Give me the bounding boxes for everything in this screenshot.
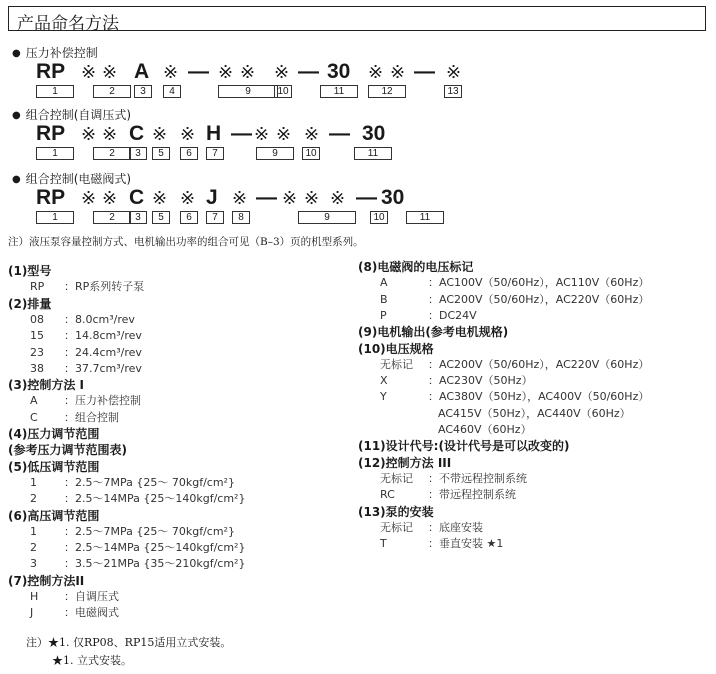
position-number-box: 7	[206, 147, 224, 160]
legend-key: 23	[30, 345, 44, 359]
legend-key: RC	[380, 488, 395, 502]
bullet-icon: ●	[12, 110, 21, 121]
section-label	[12, 106, 131, 123]
code-token: ※	[304, 188, 320, 208]
position-number-box: 12	[368, 85, 406, 98]
legend-value: ：2.5～7MPa {25～ 70kgf/cm²}	[64, 475, 235, 489]
legend-key: 15	[30, 329, 44, 343]
legend-item	[380, 372, 533, 388]
code-token: ※	[368, 62, 384, 82]
code-token: ※	[304, 124, 320, 144]
legend-value: ：8.0cm³/rev	[64, 312, 135, 326]
position-number-box: 3	[134, 85, 152, 98]
code-token: ※	[152, 188, 168, 208]
legend-value: ：垂直安装 ★1	[428, 537, 504, 551]
legend-value: AC460V（60Hz）	[438, 423, 532, 436]
footnote-2: ★1. 立式安装。	[52, 654, 132, 667]
position-number-box: 11	[354, 147, 392, 160]
legend-item	[30, 278, 144, 294]
code-token: ※	[81, 62, 97, 82]
code-token: ※	[254, 124, 270, 144]
legend-key: 2	[30, 492, 37, 506]
legend-item	[380, 307, 477, 323]
legend-item	[380, 470, 527, 486]
bullet-icon: ●	[12, 174, 21, 185]
section-label-text: 压力补偿控制	[25, 46, 98, 60]
position-number-box: 6	[180, 147, 198, 160]
code-token: —	[414, 60, 435, 83]
code-token: ※	[330, 188, 346, 208]
legend-value: ：压力补偿控制	[64, 394, 141, 408]
legend-heading: (6)高压调节范围	[8, 508, 100, 523]
legend-key: Y	[380, 390, 387, 404]
legend-heading: (10)电压规格	[358, 341, 434, 356]
code-token: ※	[390, 62, 406, 82]
position-number-box: 11	[320, 85, 358, 98]
legend-heading: (5)低压调节范围	[8, 459, 100, 474]
legend-item	[30, 604, 119, 620]
code-token: ※	[180, 188, 196, 208]
code-token: ※	[152, 124, 168, 144]
section-label	[12, 170, 131, 187]
legend-item	[30, 409, 119, 425]
title-box	[8, 6, 706, 34]
code-token: ※	[218, 62, 234, 82]
position-number-box: 1	[36, 85, 74, 98]
code-token: —	[356, 186, 377, 209]
code-token: ※	[276, 124, 292, 144]
code-token: 30	[381, 186, 405, 209]
section-label	[12, 44, 98, 61]
legend-value: ：底座安装	[428, 520, 483, 534]
position-number-box: 11	[406, 211, 444, 224]
code-token: J	[206, 186, 218, 209]
legend-value: ：37.7cm³/rev	[64, 361, 142, 375]
legend-item	[30, 523, 235, 539]
code-token: A	[134, 60, 150, 83]
code-token: RP	[36, 122, 66, 145]
legend-value: ：2.5～7MPa {25～ 70kgf/cm²}	[64, 524, 235, 538]
position-number-box: 3	[129, 211, 147, 224]
section-label-text: 组合控制(电磁阀式)	[25, 172, 132, 186]
legend-value: ：2.5～14MPa {25～140kgf/cm²}	[64, 492, 246, 506]
legend-heading: (13)泵的安装	[358, 504, 434, 519]
position-number-box: 7	[206, 211, 224, 224]
legend-value: ：带远程控制系统	[428, 488, 516, 502]
code-token: ※	[81, 124, 97, 144]
legend-value: ：AC380V（50Hz），AC400V（50/60Hz）	[428, 390, 650, 404]
model-code	[36, 60, 496, 84]
legend-item	[380, 356, 649, 372]
legend-key: T	[380, 537, 387, 551]
position-number-box: 6	[180, 211, 198, 224]
code-token: ※	[240, 62, 256, 82]
legend-item	[380, 519, 483, 535]
bullet-icon: ●	[12, 48, 21, 59]
position-number-box: 9	[218, 85, 278, 98]
legend-value: ：AC230V（50Hz）	[428, 374, 533, 388]
legend-key: J	[30, 606, 34, 620]
legend-key: 2	[30, 541, 37, 555]
code-token: —	[256, 186, 277, 209]
legend-value: AC415V（50Hz），AC440V（60Hz）	[438, 406, 631, 420]
legend-item	[380, 486, 516, 502]
legend-key: B	[380, 292, 388, 306]
position-number-box: 4	[163, 85, 181, 98]
code-token: ※	[232, 188, 248, 208]
position-number-box: 10	[370, 211, 388, 224]
code-token: ※	[446, 62, 462, 82]
legend-key: 无标记	[380, 520, 413, 534]
legend-key: X	[380, 374, 388, 388]
legend-heading: (9)电机输出(参考电机规格)	[358, 325, 509, 340]
legend-value: ：RP系列转子泵	[64, 280, 145, 294]
model-code	[36, 122, 496, 146]
legend-heading: (参考压力调节范围表)	[8, 443, 127, 458]
legend-value: ：AC100V（50/60Hz），AC110V（60Hz）	[428, 276, 650, 290]
code-token: 30	[362, 122, 386, 145]
position-number-box: 1	[36, 211, 74, 224]
combination-note: 注）液压泵容量控制方式、电机输出功率的组合可见（B–3）页的机型系列。	[8, 236, 364, 248]
code-token: —	[329, 122, 350, 145]
legend-heading: (3)控制方法 I	[8, 378, 84, 393]
position-number-box: 9	[256, 147, 294, 160]
position-number-box: 1	[36, 147, 74, 160]
position-number-box: 5	[152, 147, 170, 160]
code-token: ※	[102, 188, 118, 208]
code-token: ※	[102, 124, 118, 144]
position-number-box: 9	[298, 211, 356, 224]
code-token: ※	[274, 62, 290, 82]
legend-key: C	[30, 410, 38, 424]
code-token: ※	[180, 124, 196, 144]
code-token: C	[129, 186, 145, 209]
legend-item	[30, 360, 142, 376]
legend-heading: (7)控制方法II	[8, 573, 85, 588]
section-label-text: 组合控制(自调压式)	[25, 108, 132, 122]
legend-value: ：14.8cm³/rev	[64, 329, 142, 343]
legend-item	[30, 327, 142, 343]
legend-item	[30, 344, 142, 360]
legend-heading: (2)排量	[8, 296, 52, 311]
legend-item	[30, 539, 245, 555]
legend-heading: (12)控制方法 III	[358, 455, 452, 470]
code-token: ※	[102, 62, 118, 82]
legend-value: ：不带远程控制系统	[428, 471, 527, 485]
legend-key: A	[30, 394, 38, 408]
legend-value: ：24.4cm³/rev	[64, 345, 142, 359]
legend-item	[30, 474, 235, 490]
position-number-box: 2	[93, 211, 131, 224]
legend-value: ：电磁阀式	[64, 606, 119, 620]
position-number-box: 8	[232, 211, 250, 224]
legend-key: 无标记	[380, 471, 413, 485]
code-token: —	[231, 122, 252, 145]
legend-item	[380, 388, 649, 404]
legend-value: ：3.5～21MPa {35～210kgf/cm²}	[64, 557, 246, 571]
model-code	[36, 186, 496, 210]
legend-heading: (11)设计代号:(设计代号是可以改变的)	[358, 439, 570, 454]
legend-value: ：2.5～14MPa {25～140kgf/cm²}	[64, 541, 246, 555]
legend-value: ：AC200V（50/60Hz），AC220V（60Hz）	[428, 357, 650, 371]
legend-heading: (4)压力调节范围	[8, 427, 100, 441]
position-number-box: 5	[152, 211, 170, 224]
position-number-box: 10	[274, 85, 292, 98]
page-title: 产品命名方法	[17, 14, 119, 34]
code-token: ※	[282, 188, 298, 208]
legend-item	[380, 274, 649, 290]
code-token: C	[129, 122, 145, 145]
legend-item	[30, 311, 135, 327]
position-number-box: 3	[129, 147, 147, 160]
position-number-box: 2	[93, 85, 131, 98]
legend-item	[380, 405, 631, 421]
legend-item	[380, 421, 532, 437]
footnote-1: 注）★1. 仅RP08、RP15适用立式安装。	[26, 636, 232, 649]
code-token: RP	[36, 60, 66, 83]
legend-item	[30, 555, 245, 571]
legend-key: 38	[30, 361, 44, 375]
code-token: ※	[163, 62, 179, 82]
legend-value: ：组合控制	[64, 410, 119, 424]
legend-heading: (1)型号	[8, 264, 52, 278]
position-number-box: 2	[93, 147, 131, 160]
legend-key: H	[30, 590, 39, 603]
code-token: —	[298, 60, 319, 83]
legend-key: RP	[30, 280, 45, 294]
legend-key: A	[380, 276, 388, 290]
legend-item	[380, 291, 649, 307]
legend-key: P	[380, 308, 387, 322]
legend-value: ：自调压式	[64, 590, 119, 603]
code-token: RP	[36, 186, 66, 209]
position-number-box: 13	[444, 85, 462, 98]
legend-item	[30, 588, 119, 604]
legend-value: ：DC24V	[428, 308, 477, 322]
code-token: —	[188, 60, 209, 83]
position-number-box: 10	[302, 147, 320, 160]
legend-key: 1	[30, 524, 37, 538]
legend-value: ：AC200V（50/60Hz），AC220V（60Hz）	[428, 292, 650, 306]
legend-key: 无标记	[380, 357, 413, 371]
code-token: H	[206, 122, 222, 145]
legend-key: 1	[30, 475, 37, 489]
code-token: ※	[81, 188, 97, 208]
legend-heading: (8)电磁阀的电压标记	[358, 260, 474, 274]
legend-item	[380, 535, 503, 551]
legend-item	[30, 490, 245, 506]
legend-item	[30, 392, 141, 408]
code-token: 30	[327, 60, 351, 83]
legend-key: 3	[30, 557, 37, 571]
legend-key: 08	[30, 312, 44, 326]
